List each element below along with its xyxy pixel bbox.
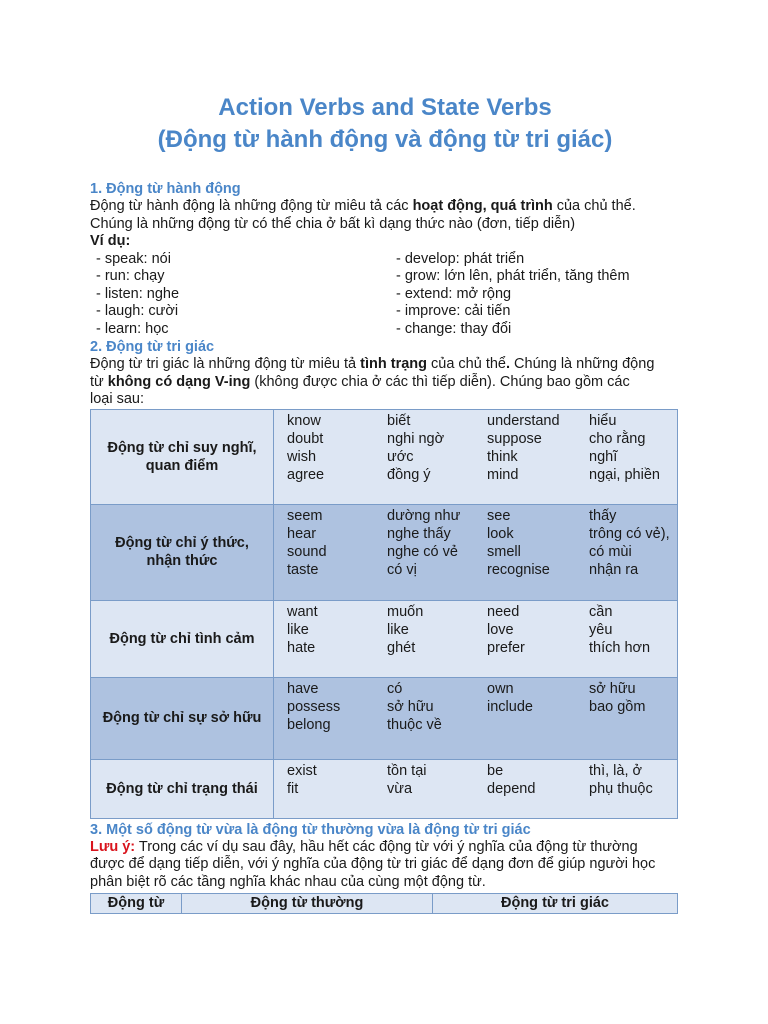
word: thấy xyxy=(589,507,617,524)
word: có mùi xyxy=(589,543,632,560)
text-span: Trong các ví dụ sau đây, hầu hết các động từ với ý nghĩa của động từ thường xyxy=(135,838,638,855)
word: wish xyxy=(287,448,317,465)
list-item: - develop: phát triển xyxy=(396,250,525,267)
category-cell: Động từ chỉ tình cảm xyxy=(91,600,274,677)
word xyxy=(589,716,677,734)
word: hate xyxy=(287,639,316,656)
word-row xyxy=(274,762,677,780)
word: yêu xyxy=(589,621,613,638)
word: dường như xyxy=(387,507,461,524)
section-2-paragraph xyxy=(90,356,680,409)
word: belong xyxy=(287,716,331,733)
table-row xyxy=(91,600,678,677)
word: nghĩ xyxy=(589,448,618,465)
header-cell-state: Động từ tri giác xyxy=(433,894,678,914)
word: see xyxy=(487,507,511,524)
word: mind xyxy=(487,466,519,483)
word-row xyxy=(274,621,677,639)
word: smell xyxy=(487,543,521,560)
title-line-1: Action Verbs and State Verbs xyxy=(218,94,552,121)
word: cho rằng xyxy=(589,430,646,447)
word: tồn tại xyxy=(387,762,427,779)
word: đồng ý xyxy=(387,466,431,483)
example-label: Ví dụ: xyxy=(90,233,131,249)
category-cell: Động từ chỉ sự sở hữu xyxy=(91,677,274,759)
word-row xyxy=(274,603,677,621)
word: có xyxy=(387,680,403,697)
word: ngại, phiền xyxy=(589,466,660,483)
header-cell-verb: Động từ xyxy=(91,894,182,914)
document-title xyxy=(90,92,680,156)
section-1-heading: 1. Động từ hành động xyxy=(90,181,241,197)
word: hiểu xyxy=(589,412,617,429)
word-row xyxy=(274,680,677,698)
word: hear xyxy=(287,525,317,542)
word: like xyxy=(387,621,409,638)
words-cell xyxy=(274,600,678,677)
list-item: - listen: nghe xyxy=(96,285,180,302)
word: exist xyxy=(287,762,317,779)
text-span: từ xyxy=(90,373,108,390)
word: nghi ngờ xyxy=(387,430,445,447)
text-line: được để dạng tiếp diễn, với ý nghĩa của động từ tri giác để dạng đơn để giúp người học xyxy=(90,856,656,872)
word: ước xyxy=(387,448,414,465)
text-span: Động từ tri giác là những động từ miêu tả xyxy=(90,356,361,372)
word: biết xyxy=(387,412,411,429)
section-1-paragraph xyxy=(90,198,680,251)
text-line: loại sau: xyxy=(90,391,145,407)
category-cell: Động từ chỉ ý thức, nhận thức xyxy=(91,504,274,600)
word: depend xyxy=(487,780,536,797)
word: thì, là, ở xyxy=(589,762,643,779)
word: be xyxy=(487,762,504,779)
word: want xyxy=(287,603,318,620)
word: có vị xyxy=(387,561,417,578)
table-header-row xyxy=(91,894,678,914)
word-row xyxy=(274,698,677,716)
word: seem xyxy=(287,507,323,524)
text-line: phân biệt rõ các tầng nghĩa khác nhau của cùng một động từ. xyxy=(90,873,486,890)
word: nhận ra xyxy=(589,561,639,578)
table-row xyxy=(91,504,678,600)
table-row xyxy=(91,677,678,759)
list-item: - improve: cải tiến xyxy=(396,303,511,319)
word: like xyxy=(287,621,309,638)
word: love xyxy=(487,621,514,638)
examples-left-column xyxy=(90,251,396,339)
bold-span: không có dạng V-ing xyxy=(107,373,251,390)
word: suppose xyxy=(487,430,542,447)
word: thích hơn xyxy=(589,639,651,656)
note-label: Lưu ý: xyxy=(90,838,136,855)
word-row xyxy=(274,639,677,657)
word: understand xyxy=(487,412,560,429)
words-cell xyxy=(274,409,678,504)
words-cell xyxy=(274,759,678,818)
words-cell xyxy=(274,504,678,600)
word: ghét xyxy=(387,639,416,656)
header-cell-normal: Động từ thường xyxy=(182,894,433,914)
text-span: (không được chia ở các thì tiếp diễn). Chúng bao gồm các xyxy=(250,373,630,390)
word: possess xyxy=(287,698,341,715)
word: own xyxy=(487,680,514,697)
word: prefer xyxy=(487,639,525,656)
word: vừa xyxy=(387,780,413,797)
word: have xyxy=(287,680,319,697)
examples-list xyxy=(90,251,680,339)
word: nghe có vẻ xyxy=(387,543,458,560)
text-span: Chúng là những động xyxy=(510,356,655,372)
words-cell xyxy=(274,677,678,759)
word-row xyxy=(274,780,677,798)
word: fit xyxy=(287,780,299,797)
word-row xyxy=(274,507,677,525)
word xyxy=(487,716,589,734)
word: think xyxy=(487,448,518,465)
word-row xyxy=(274,716,677,734)
list-item: - laugh: cười xyxy=(96,303,179,319)
examples-right-column xyxy=(396,251,680,339)
word: need xyxy=(487,603,520,620)
word-row xyxy=(274,466,677,484)
category-cell: Động từ chỉ suy nghĩ, quan điểm xyxy=(91,409,274,504)
word-row xyxy=(274,543,677,561)
word: bao gồm xyxy=(589,698,646,715)
word-row xyxy=(274,561,677,579)
bold-span: tình trạng xyxy=(360,356,427,372)
section-2-heading: 2. Động từ tri giác xyxy=(90,339,215,355)
section-3-note xyxy=(90,839,680,892)
text-span: của chủ thể xyxy=(427,356,506,372)
table-row xyxy=(91,409,678,504)
bold-span: . xyxy=(506,356,511,372)
category-cell: Động từ chỉ trạng thái xyxy=(91,759,274,818)
text-span: của chủ thể. xyxy=(552,198,636,214)
word: cần xyxy=(589,603,613,620)
list-item: - extend: mở rộng xyxy=(396,285,512,302)
list-item: - change: thay đổi xyxy=(396,320,512,337)
word: agree xyxy=(287,466,325,483)
word-row xyxy=(274,448,677,466)
word-row xyxy=(274,412,677,430)
title-line-2: (Động từ hành động và động từ tri giác) xyxy=(157,126,613,153)
word: nghe thấy xyxy=(387,525,451,542)
word: doubt xyxy=(287,430,324,447)
word: include xyxy=(487,698,533,715)
word: sở hữu xyxy=(589,680,636,697)
document-page xyxy=(90,0,680,914)
word: recognise xyxy=(487,561,550,578)
text-span: Động từ hành động là những động từ miêu tả các xyxy=(90,198,413,214)
list-item: - speak: nói xyxy=(96,250,171,267)
word: look xyxy=(487,525,514,542)
word: trông có vẻ), xyxy=(589,525,670,542)
word-row xyxy=(274,525,677,543)
word: muốn xyxy=(387,603,424,620)
text-line: Chúng là những động từ có thể chia ở bất kì dạng thức nào (đơn, tiếp diễn) xyxy=(90,215,576,232)
word: taste xyxy=(287,561,319,578)
list-item: - learn: học xyxy=(96,320,169,337)
word: thuộc về xyxy=(387,716,442,733)
list-item: - grow: lớn lên, phát triển, tăng thêm xyxy=(396,268,630,284)
word: phụ thuộc xyxy=(589,780,653,797)
word: sở hữu xyxy=(387,698,434,715)
comparison-table-header xyxy=(90,893,678,914)
word: know xyxy=(287,412,321,429)
bold-span: hoạt động, quá trình xyxy=(412,198,553,214)
word-row xyxy=(274,430,677,448)
state-verbs-table xyxy=(90,409,678,819)
word: sound xyxy=(287,543,327,560)
table-row xyxy=(91,759,678,818)
list-item: - run: chạy xyxy=(96,268,165,284)
section-3-heading: 3. Một số động từ vừa là động từ thường vừa là động từ tri giác xyxy=(90,821,531,838)
